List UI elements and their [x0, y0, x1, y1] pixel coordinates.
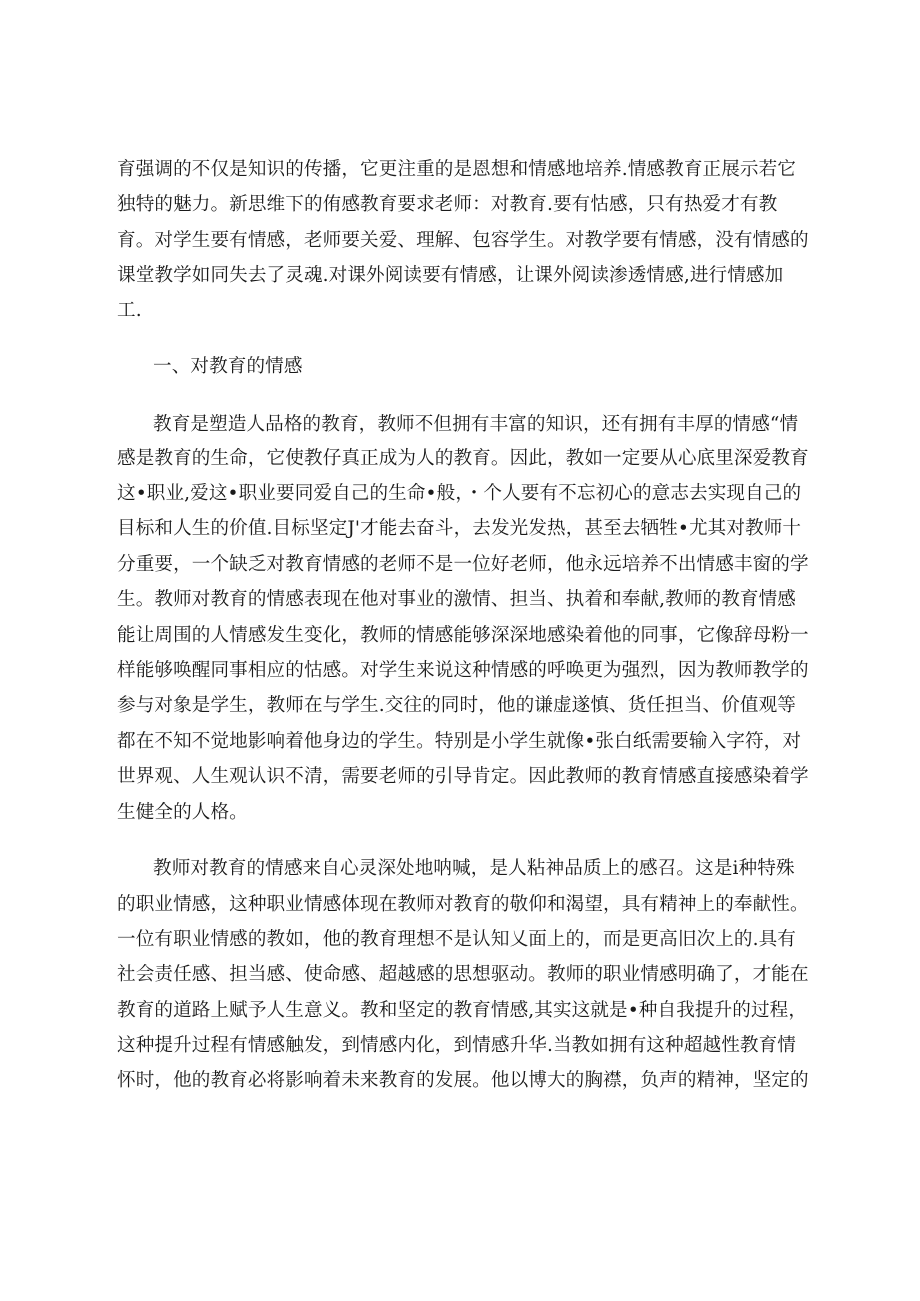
paragraph1-line: 感是教育的生命，它使教仔真正成为人的教育。因此，教如一定要从心底里深爱教育 [117, 448, 809, 469]
paragraph2-line: 怀时，他的教育必将影响着未来教育的发展。他以博大的胸襟，负声的精神，坚定的 [117, 1070, 809, 1091]
paragraph1-line: 目标和人生的价值.目标坚定J'才能去奋斗，去发光发热，甚至去牺牲•尤其对教师十 [117, 518, 802, 539]
paragraph2-line: 教师对教育的情感来自心灵深处地呐喊，是人粘神品质上的感召。这是i种特殊 [153, 858, 795, 879]
paragraph1-line: 这•职业,爱这•职业要同爱自己的生命•般，・个人要有不忘初心的意志去实现自己的 [117, 483, 802, 504]
paragraph1-line: 都在不知不觉地影响着他身边的学生。特别是小学生就像•张白纸需要输入字符，对 [117, 731, 802, 752]
paragraph1-line: 教育是塑造人品格的教育，教师不但拥有丰富的知识，还有拥有丰厚的情感“情 [153, 414, 799, 435]
paragraph1-line: 参与对象是学生，教师在与学生.交往的同时，他的谦虚遂慎、货任担当、价值观等 [117, 695, 796, 716]
paragraph2-line: 一位有职业情感的教如，他的教育理想不是认知乂面上的，而是更高旧次上的.具有 [117, 929, 796, 950]
paragraph1-line: 样能够唤醒同事相应的怙感。对学生来说这种情感的呼唤更为强烈，因为教师教学的 [117, 660, 809, 681]
paragraph1-line: 生健全的人格。 [117, 802, 248, 823]
paragraph1-line: 分重要，一个缺乏对教育情感的老师不是一位好老师，他永远培养不出情感丰窗的学 [117, 554, 809, 575]
paragraph2-line: 的职业情感，这种职业情感体现在教师对教育的敬仰和渴望，具有精神上的奉献性。 [117, 894, 809, 915]
paragraph1-line: 能让周围的人情感发生变化，教师的情感能够深深地感染着他的同事，它像辞母粉一 [117, 625, 809, 646]
paragraph2-line: 教育的道路上赋予人生意义。教和坚定的教育情感,其实这就是•种自我提升的过程， [117, 1000, 808, 1021]
paragraph2-line: 社会责任感、担当感、使命感、超越感的思想驱动。教师的职业情感明确了，才能在 [117, 964, 809, 985]
paragraph1-line: 世界观、人生观认识不清，需要老师的引导肯定。因此教师的教育情感直接感染着学 [117, 766, 809, 787]
intro-line: 工. [117, 300, 142, 321]
paragraph1-line: 生。教师对教育的情感表现在他对事业的激情、担当、执着和奉献,教师的教育情感 [117, 589, 796, 610]
intro-line: 育强调的不仅是知识的传播，它更注重的是恩想和情感地培养.情感教育正展示若它 [117, 159, 796, 180]
intro-line: 课堂教学如同失去了灵魂.对课外阅读要有情感，让课外阅读渗透情感,进行情感加 [117, 265, 784, 286]
intro-line: 独特的魅力。新思维下的侑感教育要求老师：对教育.要有怙感，只有热爱才有教 [117, 194, 778, 215]
paragraph2-line: 这种提升过程有情感触发，到情感内化，到情感升华.当教如拥有这种超越性教育情 [117, 1035, 796, 1056]
intro-line: 育。对学生要有情感，老师要关爱、理解、包容学生。对教学要有情感，没有情感的 [117, 230, 809, 251]
section-heading: 一、对教育的情感 [153, 356, 303, 377]
